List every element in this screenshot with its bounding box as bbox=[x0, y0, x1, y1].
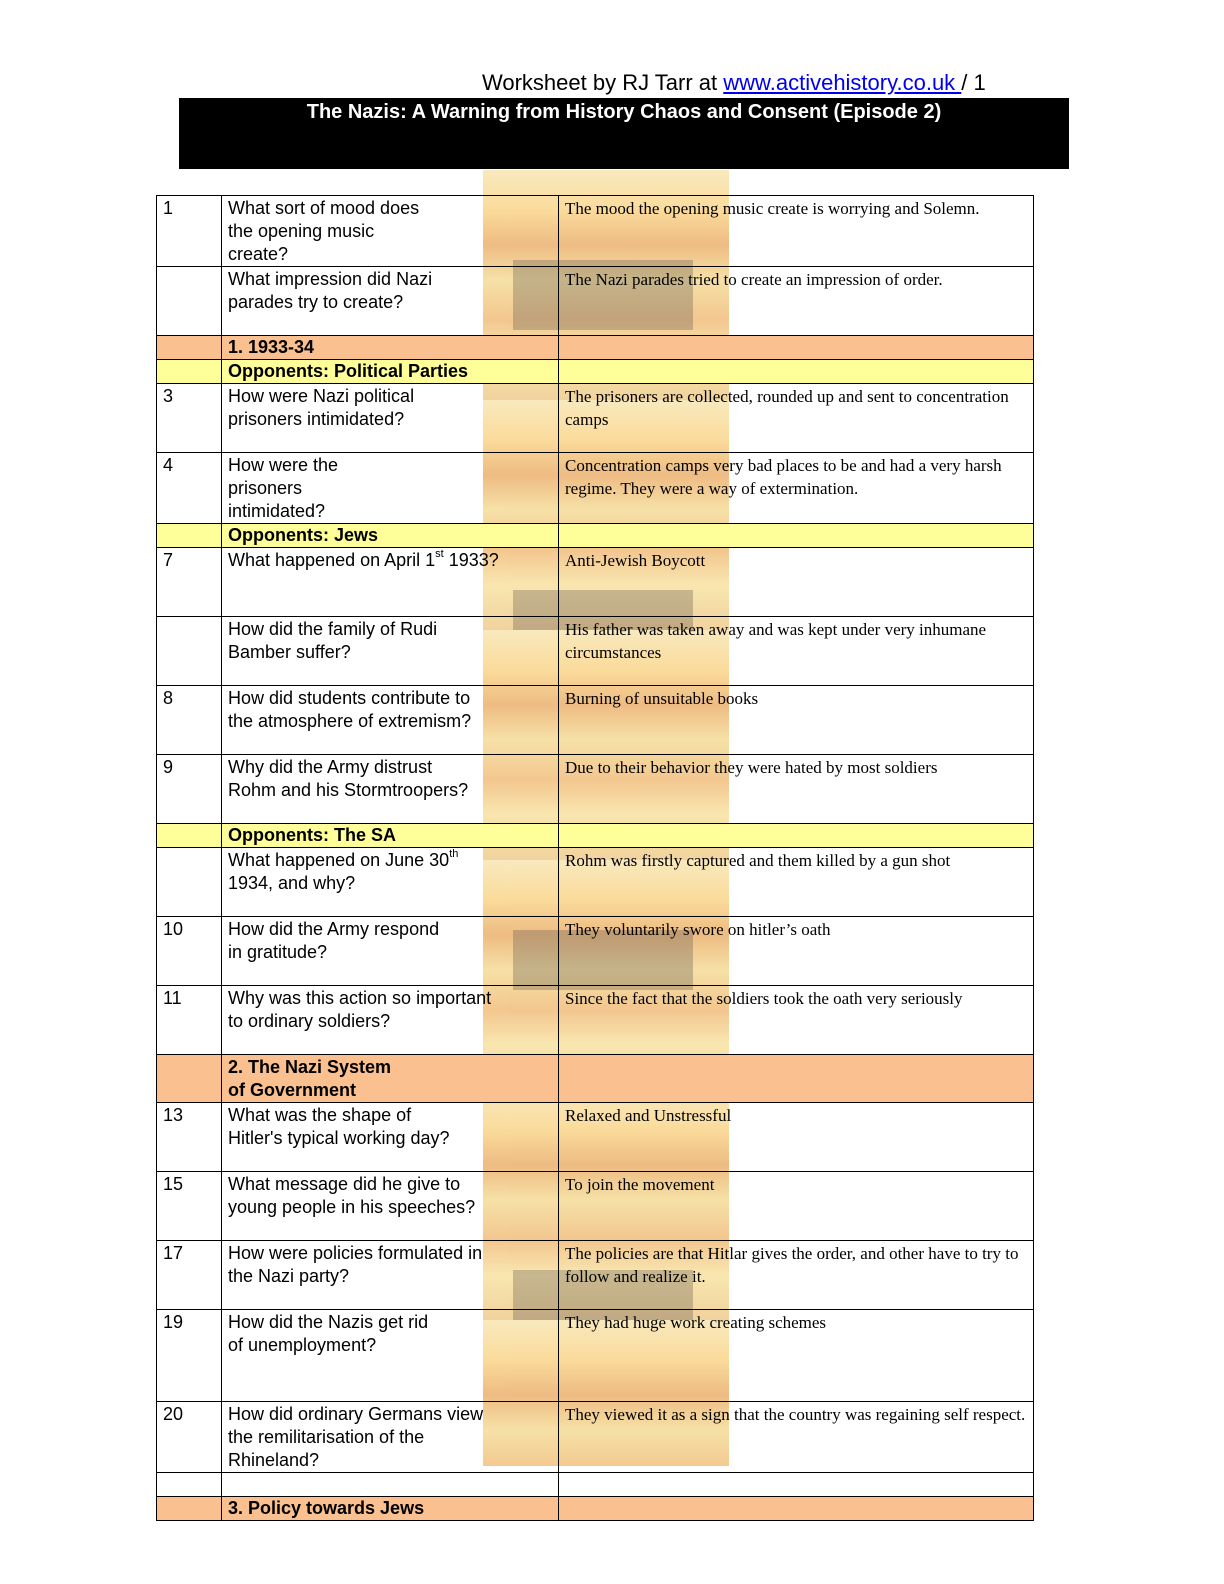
question-cell bbox=[222, 1241, 559, 1310]
question-line: What message did he give to bbox=[228, 1174, 461, 1194]
page-number: / 1 bbox=[961, 70, 986, 95]
question-number: 1 bbox=[157, 196, 222, 267]
question-line: How were policies formulated in bbox=[228, 1243, 483, 1263]
question-line: How did the Army respond bbox=[228, 919, 440, 939]
question-cell bbox=[222, 384, 559, 453]
answer-cell[interactable]: They viewed it as a sign that the country was regaining self respect. bbox=[559, 1402, 1034, 1473]
question-number bbox=[157, 267, 222, 336]
question-cell bbox=[222, 1172, 559, 1241]
section-row bbox=[157, 336, 1034, 360]
question-cell bbox=[222, 686, 559, 755]
answer-cell[interactable]: Burning of unsuitable books bbox=[559, 686, 1034, 755]
question-line: Rohm and his Stormtroopers? bbox=[228, 780, 469, 800]
question-cell bbox=[222, 548, 559, 617]
answer-cell[interactable]: The policies are that Hitlar gives the order, and other have to try to follow and realize it. bbox=[559, 1241, 1034, 1310]
question-text: What happened on April 1 bbox=[228, 550, 436, 570]
question-line: to ordinary soldiers? bbox=[228, 1011, 391, 1031]
question-line: What sort of mood does bbox=[228, 198, 420, 218]
table-row bbox=[157, 755, 1034, 824]
question-line: Why was this action so important bbox=[228, 988, 492, 1008]
answer-cell[interactable]: They had huge work creating schemes bbox=[559, 1310, 1034, 1402]
table-row bbox=[157, 686, 1034, 755]
question-number: 3 bbox=[157, 384, 222, 453]
subsection-heading: Opponents: Jews bbox=[222, 524, 559, 548]
question-line: the Nazi party? bbox=[228, 1266, 350, 1286]
question-number: 8 bbox=[157, 686, 222, 755]
question-number: 15 bbox=[157, 1172, 222, 1241]
table-row bbox=[157, 1172, 1034, 1241]
question-number: 7 bbox=[157, 548, 222, 617]
question-cell bbox=[222, 917, 559, 986]
question-cell bbox=[222, 453, 559, 524]
question-line: How were Nazi political bbox=[228, 386, 415, 406]
question-text: What happened on June 30 bbox=[228, 850, 450, 870]
section-heading bbox=[222, 1055, 559, 1103]
subsection-row bbox=[157, 360, 1034, 384]
question-number: 13 bbox=[157, 1103, 222, 1172]
ordinal-suffix: st bbox=[435, 548, 444, 560]
table-row bbox=[157, 1402, 1034, 1473]
answer-cell[interactable]: His father was taken away and was kept under very inhumane circumstances bbox=[559, 617, 1034, 686]
question-cell bbox=[222, 617, 559, 686]
question-line: How did students contribute to bbox=[228, 688, 471, 708]
question-cell bbox=[222, 1310, 559, 1402]
question-line: in gratitude? bbox=[228, 942, 328, 962]
section-heading-line: of Government bbox=[228, 1080, 357, 1100]
table-row bbox=[157, 917, 1034, 986]
section-heading: 3. Policy towards Jews bbox=[222, 1497, 559, 1521]
question-text: 1933? bbox=[443, 550, 499, 570]
table-row bbox=[157, 384, 1034, 453]
table-row bbox=[157, 1310, 1034, 1402]
question-line: parades try to create? bbox=[228, 292, 404, 312]
table-row bbox=[157, 848, 1034, 917]
table-row bbox=[157, 986, 1034, 1055]
answer-cell[interactable]: Since the fact that the soldiers took the oath very seriously bbox=[559, 986, 1034, 1055]
question-line: How did ordinary Germans view bbox=[228, 1404, 484, 1424]
question-number bbox=[157, 848, 222, 917]
question-number bbox=[157, 617, 222, 686]
table-row bbox=[157, 617, 1034, 686]
section-heading: 1. 1933-34 bbox=[222, 336, 559, 360]
question-cell bbox=[222, 1103, 559, 1172]
question-number: 11 bbox=[157, 986, 222, 1055]
table-row bbox=[157, 453, 1034, 524]
question-line: Why did the Army distrust bbox=[228, 757, 433, 777]
question-number: 9 bbox=[157, 755, 222, 824]
answer-cell[interactable]: They voluntarily swore on hitler’s oath bbox=[559, 917, 1034, 986]
question-cell bbox=[222, 267, 559, 336]
question-line: How did the family of Rudi bbox=[228, 619, 438, 639]
question-line: How were the bbox=[228, 455, 339, 475]
question-number: 20 bbox=[157, 1402, 222, 1473]
answer-cell[interactable]: Relaxed and Unstressful bbox=[559, 1103, 1034, 1172]
question-line: prisoners bbox=[228, 478, 303, 498]
question-line: What was the shape of bbox=[228, 1105, 412, 1125]
question-cell bbox=[222, 848, 559, 917]
worksheet-table bbox=[156, 195, 1034, 1521]
question-cell bbox=[222, 755, 559, 824]
answer-cell[interactable]: To join the movement bbox=[559, 1172, 1034, 1241]
question-cell bbox=[222, 196, 559, 267]
question-line: of unemployment? bbox=[228, 1335, 377, 1355]
activehistory-link[interactable]: www.activehistory.co.uk bbox=[723, 70, 962, 95]
worksheet-title: The Nazis: A Warning from History Chaos and Consent (Episode 2) bbox=[306, 101, 942, 123]
ordinal-suffix: th bbox=[449, 848, 459, 860]
answer-cell[interactable]: The mood the opening music create is worrying and Solemn. bbox=[559, 196, 1034, 267]
question-line: How did the Nazis get rid bbox=[228, 1312, 429, 1332]
title-bar bbox=[179, 98, 1069, 169]
question-line: What impression did Nazi bbox=[228, 269, 433, 289]
question-line: the remilitarisation of the bbox=[228, 1427, 425, 1447]
question-text: 1934, and why? bbox=[228, 873, 356, 893]
table-row bbox=[157, 267, 1034, 336]
subsection-heading: Opponents: Political Parties bbox=[222, 360, 559, 384]
header-prefix: Worksheet by RJ Tarr at bbox=[482, 70, 724, 95]
answer-cell[interactable]: The prisoners are collected, rounded up and sent to concentration camps bbox=[559, 384, 1034, 453]
subsection-row bbox=[157, 524, 1034, 548]
subsection-row bbox=[157, 824, 1034, 848]
question-number: 19 bbox=[157, 1310, 222, 1402]
answer-cell[interactable]: Concentration camps very bad places to be and had a very harsh regime. They were a way of extermination. bbox=[559, 453, 1034, 524]
table-row bbox=[157, 548, 1034, 617]
section-row bbox=[157, 1055, 1034, 1103]
question-cell bbox=[222, 1402, 559, 1473]
question-line: prisoners intimidated? bbox=[228, 409, 405, 429]
question-line: intimidated? bbox=[228, 501, 326, 521]
answer-cell[interactable]: Rohm was firstly captured and them killed by a gun shot bbox=[559, 848, 1034, 917]
table-row bbox=[157, 1241, 1034, 1310]
question-line: the atmosphere of extremism? bbox=[228, 711, 472, 731]
subsection-heading: Opponents: The SA bbox=[222, 824, 559, 848]
answer-cell[interactable]: Anti-Jewish Boycott bbox=[559, 548, 1034, 617]
question-line: Bamber suffer? bbox=[228, 642, 351, 662]
question-number: 17 bbox=[157, 1241, 222, 1310]
section-row bbox=[157, 1497, 1034, 1521]
question-line: young people in his speeches? bbox=[228, 1197, 476, 1217]
question-number: 10 bbox=[157, 917, 222, 986]
question-line: Rhineland? bbox=[228, 1450, 320, 1470]
question-line: Hitler's typical working day? bbox=[228, 1128, 450, 1148]
question-line: the opening music bbox=[228, 221, 375, 241]
table-row bbox=[157, 1103, 1034, 1172]
table-row bbox=[157, 196, 1034, 267]
question-cell bbox=[222, 986, 559, 1055]
blank-row bbox=[157, 1473, 1034, 1497]
answer-cell[interactable]: The Nazi parades tried to create an impression of order. bbox=[559, 267, 1034, 336]
worksheet-header bbox=[482, 70, 986, 96]
question-line: create? bbox=[228, 244, 289, 264]
question-number: 4 bbox=[157, 453, 222, 524]
section-heading-line: 2. The Nazi System bbox=[228, 1057, 392, 1077]
answer-cell[interactable]: Due to their behavior they were hated by most soldiers bbox=[559, 755, 1034, 824]
